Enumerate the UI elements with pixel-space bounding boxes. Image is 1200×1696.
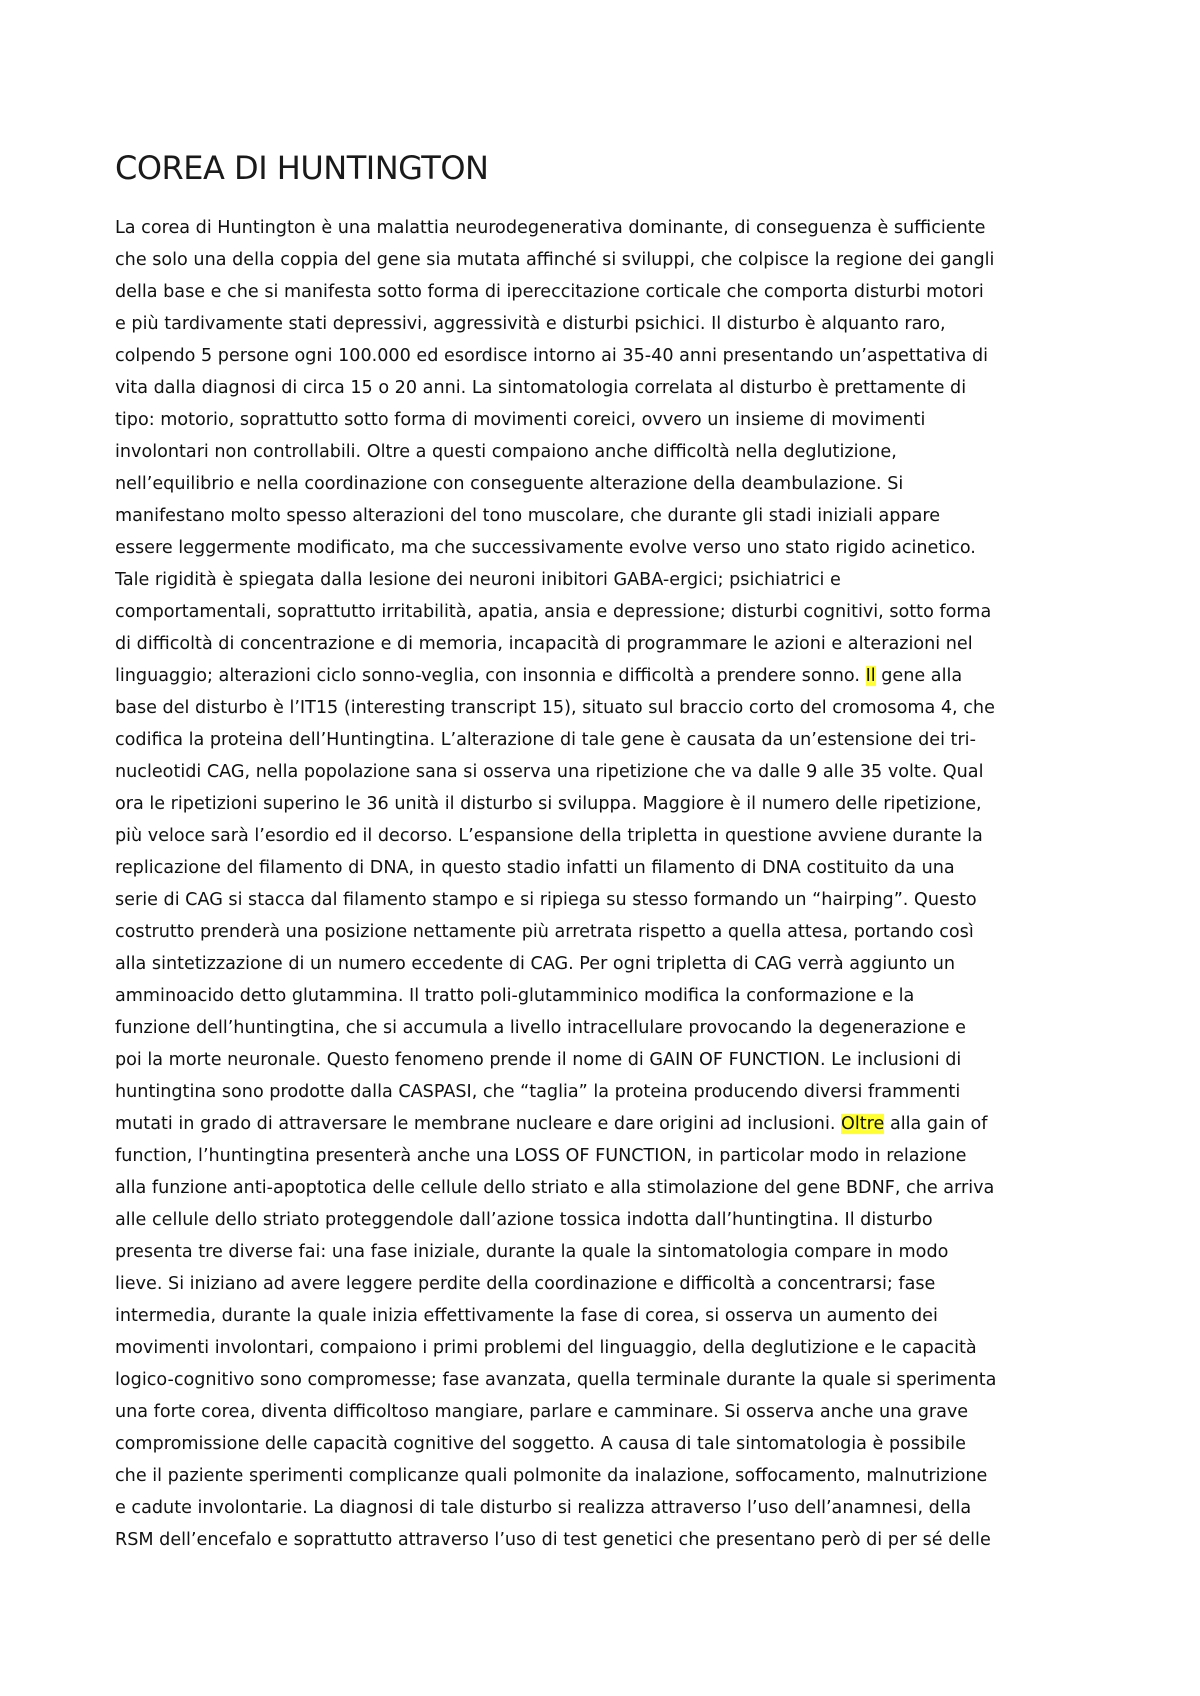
line-text: essere leggermente modificato, ma che successivamente evolve verso uno stato rigido acinetico. bbox=[115, 538, 976, 558]
line-text: compromissione delle capacità cognitive del soggetto. A causa di tale sintomatologia è possibile bbox=[115, 1434, 966, 1454]
body-line bbox=[115, 788, 1095, 820]
body-line bbox=[115, 884, 1095, 916]
line-text: RSM dell’encefalo e soprattutto attraverso l’uso di test genetici che presentano però di per sé delle bbox=[115, 1530, 991, 1550]
line-text: lieve. Si iniziano ad avere leggere perdite della coordinazione e difficoltà a concentrarsi; fase bbox=[115, 1274, 936, 1294]
body-line bbox=[115, 1012, 1095, 1044]
line-text: La corea di Huntington è una malattia neurodegenerativa dominante, di conseguenza è sufficiente bbox=[115, 218, 986, 238]
line-text: e cadute involontarie. La diagnosi di tale disturbo si realizza attraverso l’uso dell’anamnesi, della bbox=[115, 1498, 972, 1518]
line-text: movimenti involontari, compaiono i primi problemi del linguaggio, della deglutizione e le capacità bbox=[115, 1338, 977, 1358]
body-line bbox=[115, 628, 1095, 660]
body-line bbox=[115, 340, 1095, 372]
body-line bbox=[115, 212, 1095, 244]
body-line bbox=[115, 1332, 1095, 1364]
line-text: alle cellule dello striato proteggendole dall’azione tossica indotta dall’huntingtina. Il disturbo bbox=[115, 1210, 933, 1230]
line-text: mutati in grado di attraversare le membrane nucleare e dare origini ad inclusioni. bbox=[115, 1114, 842, 1134]
body-line bbox=[115, 660, 1095, 692]
line-text: function, l’huntingtina presenterà anche una LOSS OF FUNCTION, in particolar modo in relazione bbox=[115, 1146, 967, 1166]
line-text: presenta tre diverse fai: una fase iniziale, durante la quale la sintomatologia compare in modo bbox=[115, 1242, 949, 1262]
body-line bbox=[115, 1364, 1095, 1396]
line-text: tipo: motorio, soprattutto sotto forma di movimenti coreici, ovvero un insieme di movimenti bbox=[115, 410, 926, 430]
line-text: codifica la proteina dell’Huntingtina. L’alterazione di tale gene è causata da un’estensione dei tri- bbox=[115, 730, 976, 750]
line-text-after: alla gain of bbox=[884, 1114, 988, 1134]
body-line bbox=[115, 948, 1095, 980]
body-line bbox=[115, 1204, 1095, 1236]
highlighted-text: Il bbox=[865, 666, 876, 686]
body-line bbox=[115, 1044, 1095, 1076]
line-text: ora le ripetizioni superino le 36 unità il disturbo si sviluppa. Maggiore è il numero delle ripetizione, bbox=[115, 794, 982, 814]
body-line bbox=[115, 1460, 1095, 1492]
line-text: logico-cognitivo sono compromesse; fase avanzata, quella terminale durante la quale si sperimenta bbox=[115, 1370, 997, 1390]
line-text: Tale rigidità è spiegata dalla lesione dei neuroni inibitori GABA-ergici; psichiatrici e bbox=[115, 570, 841, 590]
body-line bbox=[115, 756, 1095, 788]
line-text: della base e che si manifesta sotto forma di ipereccitazione corticale che comporta disturbi motori bbox=[115, 282, 984, 302]
body-line bbox=[115, 980, 1095, 1012]
body-line bbox=[115, 1076, 1095, 1108]
line-text: serie di CAG si stacca dal filamento stampo e si ripiega su stesso formando un “hairping”. Questo bbox=[115, 890, 977, 910]
body-line bbox=[115, 564, 1095, 596]
body-line bbox=[115, 468, 1095, 500]
body-line bbox=[115, 500, 1095, 532]
body-line bbox=[115, 724, 1095, 756]
line-text: una forte corea, diventa difficoltoso mangiare, parlare e camminare. Si osserva anche una grave bbox=[115, 1402, 969, 1422]
line-text: poi la morte neuronale. Questo fenomeno prende il nome di GAIN OF FUNCTION. Le inclusioni di bbox=[115, 1050, 962, 1070]
line-text: alla funzione anti-apoptotica delle cellule dello striato e alla stimolazione del gene BDNF, che arriva bbox=[115, 1178, 995, 1198]
body-line bbox=[115, 404, 1095, 436]
line-text: costrutto prenderà una posizione nettamente più arretrata rispetto a quella attesa, portando così bbox=[115, 922, 974, 942]
document-body bbox=[115, 212, 1095, 1556]
body-line bbox=[115, 852, 1095, 884]
body-line bbox=[115, 596, 1095, 628]
body-line bbox=[115, 532, 1095, 564]
line-text-after: gene alla bbox=[875, 666, 963, 686]
line-text: comportamentali, soprattutto irritabilità, apatia, ansia e depressione; disturbi cognitivi, sotto forma bbox=[115, 602, 992, 622]
line-text: e più tardivamente stati depressivi, aggressività e disturbi psichici. Il disturbo è alquanto raro, bbox=[115, 314, 946, 334]
body-line bbox=[115, 1268, 1095, 1300]
document-title: COREA DI HUNTINGTON bbox=[115, 149, 489, 187]
line-text: alla sintetizzazione di un numero eccedente di CAG. Per ogni tripletta di CAG verrà aggiunto un bbox=[115, 954, 956, 974]
body-line bbox=[115, 372, 1095, 404]
body-line bbox=[115, 244, 1095, 276]
line-text: nucleotidi CAG, nella popolazione sana si osserva una ripetizione che va dalle 9 alle 35 volte. Qual bbox=[115, 762, 984, 782]
line-text: manifestano molto spesso alterazioni del tono muscolare, che durante gli stadi iniziali appare bbox=[115, 506, 941, 526]
body-line bbox=[115, 276, 1095, 308]
body-line bbox=[115, 1428, 1095, 1460]
body-line bbox=[115, 692, 1095, 724]
body-line bbox=[115, 308, 1095, 340]
line-text: involontari non controllabili. Oltre a questi compaiono anche difficoltà nella deglutizione, bbox=[115, 442, 897, 462]
line-text: intermedia, durante la quale inizia effettivamente la fase di corea, si osserva un aumento dei bbox=[115, 1306, 938, 1326]
body-line bbox=[115, 1140, 1095, 1172]
body-line bbox=[115, 1108, 1095, 1140]
line-text: che il paziente sperimenti complicanze quali polmonite da inalazione, soffocamento, malnutrizione bbox=[115, 1466, 988, 1486]
line-text: più veloce sarà l’esordio ed il decorso. L’espansione della tripletta in questione avviene durante la bbox=[115, 826, 983, 846]
line-text: amminoacido detto glutammina. Il tratto poli-glutamminico modifica la conformazione e la bbox=[115, 986, 915, 1006]
line-text: replicazione del filamento di DNA, in questo stadio infatti un filamento di DNA costituito da una bbox=[115, 858, 955, 878]
line-text: di difficoltà di concentrazione e di memoria, incapacità di programmare le azioni e alterazioni nel bbox=[115, 634, 973, 654]
line-text: che solo una della coppia del gene sia mutata affinché si sviluppi, che colpisce la regione dei gangli bbox=[115, 250, 995, 270]
body-line bbox=[115, 916, 1095, 948]
body-line bbox=[115, 1300, 1095, 1332]
body-line bbox=[115, 1396, 1095, 1428]
body-line bbox=[115, 1172, 1095, 1204]
body-line bbox=[115, 436, 1095, 468]
line-text: huntingtina sono prodotte dalla CASPASI, che “taglia” la proteina producendo diversi frammenti bbox=[115, 1082, 961, 1102]
body-line bbox=[115, 820, 1095, 852]
line-text: linguaggio; alterazioni ciclo sonno-veglia, con insonnia e difficoltà a prendere sonno. bbox=[115, 666, 866, 686]
line-text: funzione dell’huntingtina, che si accumula a livello intracellulare provocando la degenerazione e bbox=[115, 1018, 966, 1038]
line-text: nell’equilibrio e nella coordinazione con conseguente alterazione della deambulazione. Si bbox=[115, 474, 904, 494]
line-text: base del disturbo è l’IT15 (interesting transcript 15), situato sul braccio corto del cromosoma 4, che bbox=[115, 698, 995, 718]
line-text: colpendo 5 persone ogni 100.000 ed esordisce intorno ai 35-40 anni presentando un’aspettativa di bbox=[115, 346, 989, 366]
line-text: vita dalla diagnosi di circa 15 o 20 anni. La sintomatologia correlata al disturbo è prettamente di bbox=[115, 378, 967, 398]
body-line bbox=[115, 1524, 1095, 1556]
body-line bbox=[115, 1492, 1095, 1524]
body-line bbox=[115, 1236, 1095, 1268]
highlighted-text: Oltre bbox=[841, 1114, 885, 1134]
